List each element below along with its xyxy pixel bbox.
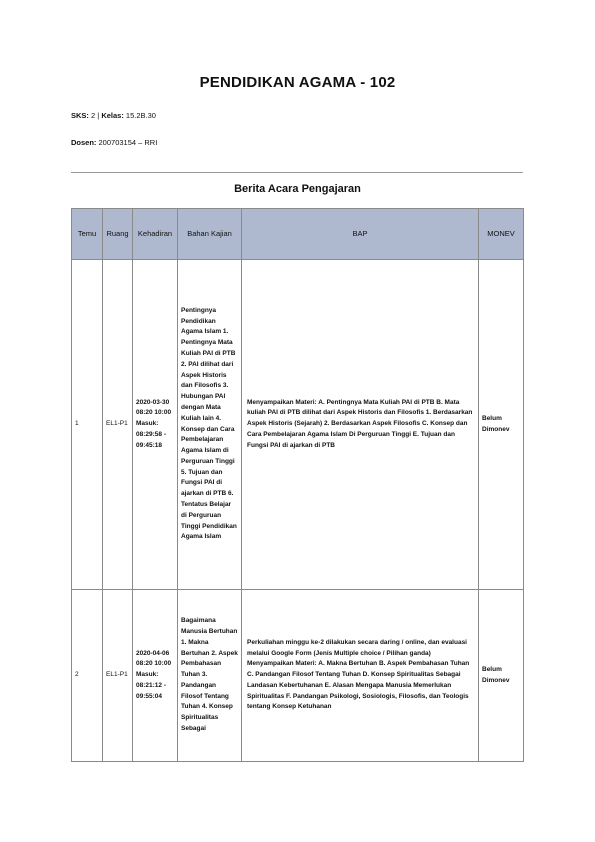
header-temu: Temu xyxy=(72,209,103,260)
cell-bahan-kajian: Bagaimana Manusia Bertuhan 1. Makna Bertuhan 2. Aspek Pembahasan Tuhan 3. Pandangan Filosof Tentang Tuhan 4. Konsep Spiritualitas Sebagai xyxy=(178,590,242,762)
page-title: PENDIDIKAN AGAMA - 102 xyxy=(199,74,396,91)
cell-bahan-kajian: Pentingnya Pendidikan Agama Islam 1. Pentingnya Mata Kuliah PAI di PTB 2. PAI dilihat dari Aspek Historis dan Filosofis 3. Hubungan PAI dengan Mata Kuliah lain 4. Konsep dan Cara Pembelajaran Agama Islam di Perguruan Tinggi 5. Tujuan dan Fungsi PAI di ajarkan di PTB 6. Tentatus Belajar di Perguruan Tinggi Pendidikan Agama Islam xyxy=(178,260,242,590)
cell-bap: Menyampaikan Materi: A. Pentingnya Mata Kuliah PAI di PTB B. Mata kuliah PAI di PTB dilihat dari Aspek Historis dan Filosofis 1. Berdasarkan Aspek Historis (Sejarah) 2. Berdasarkan Aspek Filosofis C. Konsep dan Cara Pembelajaran Agama Islam Di Perguruan Tinggi E. Tujuan dan Fungsi PAI di ajarkan di PTB xyxy=(242,260,479,590)
header-bap: BAP xyxy=(242,209,479,260)
dosen-label: Dosen: xyxy=(71,138,97,147)
cell-ruang: EL1-P1 xyxy=(103,590,133,762)
table-row xyxy=(72,260,524,590)
divider xyxy=(71,172,523,173)
kelas-label: Kelas: xyxy=(101,111,124,120)
table-header-row xyxy=(72,209,524,260)
section-title: Berita Acara Pengajaran xyxy=(234,183,361,195)
cell-monev: Belum Dimonev xyxy=(479,590,524,762)
dosen-line xyxy=(71,138,157,147)
sks-value: 2 | xyxy=(91,111,100,120)
header-kehadiran: Kehadiran xyxy=(133,209,178,260)
cell-temu: 2 xyxy=(72,590,103,762)
table-row xyxy=(72,590,524,762)
sks-label: SKS: xyxy=(71,111,89,120)
cell-kehadiran: 2020-03-30 08:20 10:00 Masuk: 08:29:58 - 09:45:18 xyxy=(133,260,178,590)
cell-ruang: EL1-P1 xyxy=(103,260,133,590)
header-bahan-kajian: Bahan Kajian xyxy=(178,209,242,260)
header-ruang: Ruang xyxy=(103,209,133,260)
cell-kehadiran: 2020-04-06 08:20 10:00 Masuk: 08:21:12 - 09:55:04 xyxy=(133,590,178,762)
bap-table xyxy=(71,208,524,762)
cell-bap: Perkuliahan minggu ke-2 dilakukan secara daring / online, dan evaluasi melalui Google Form (Jenis Multiple choice / Pilihan ganda) Menyampaikan Materi: A. Makna Bertuhan B. Aspek Pembahasan Tuhan C. Pandangan Filosof Tentang Tuhan D. Konsep Spiritualitas Sebagai Landasan Kebertuhanan E. Alasan Mengapa Manusia Memerlukan Spiritualitas F. Pandangan Psikologi, Sosiologis, Filosofis, dan Teologis tentang Konsep Ketuhanan xyxy=(242,590,479,762)
kelas-value: 15.2B.30 xyxy=(125,111,156,120)
header-monev: MONEV xyxy=(479,209,524,260)
course-meta-line xyxy=(71,111,156,120)
cell-monev: Belum Dimonev xyxy=(479,260,524,590)
cell-temu: 1 xyxy=(72,260,103,590)
dosen-value: 200703154 – RRI xyxy=(98,138,158,147)
